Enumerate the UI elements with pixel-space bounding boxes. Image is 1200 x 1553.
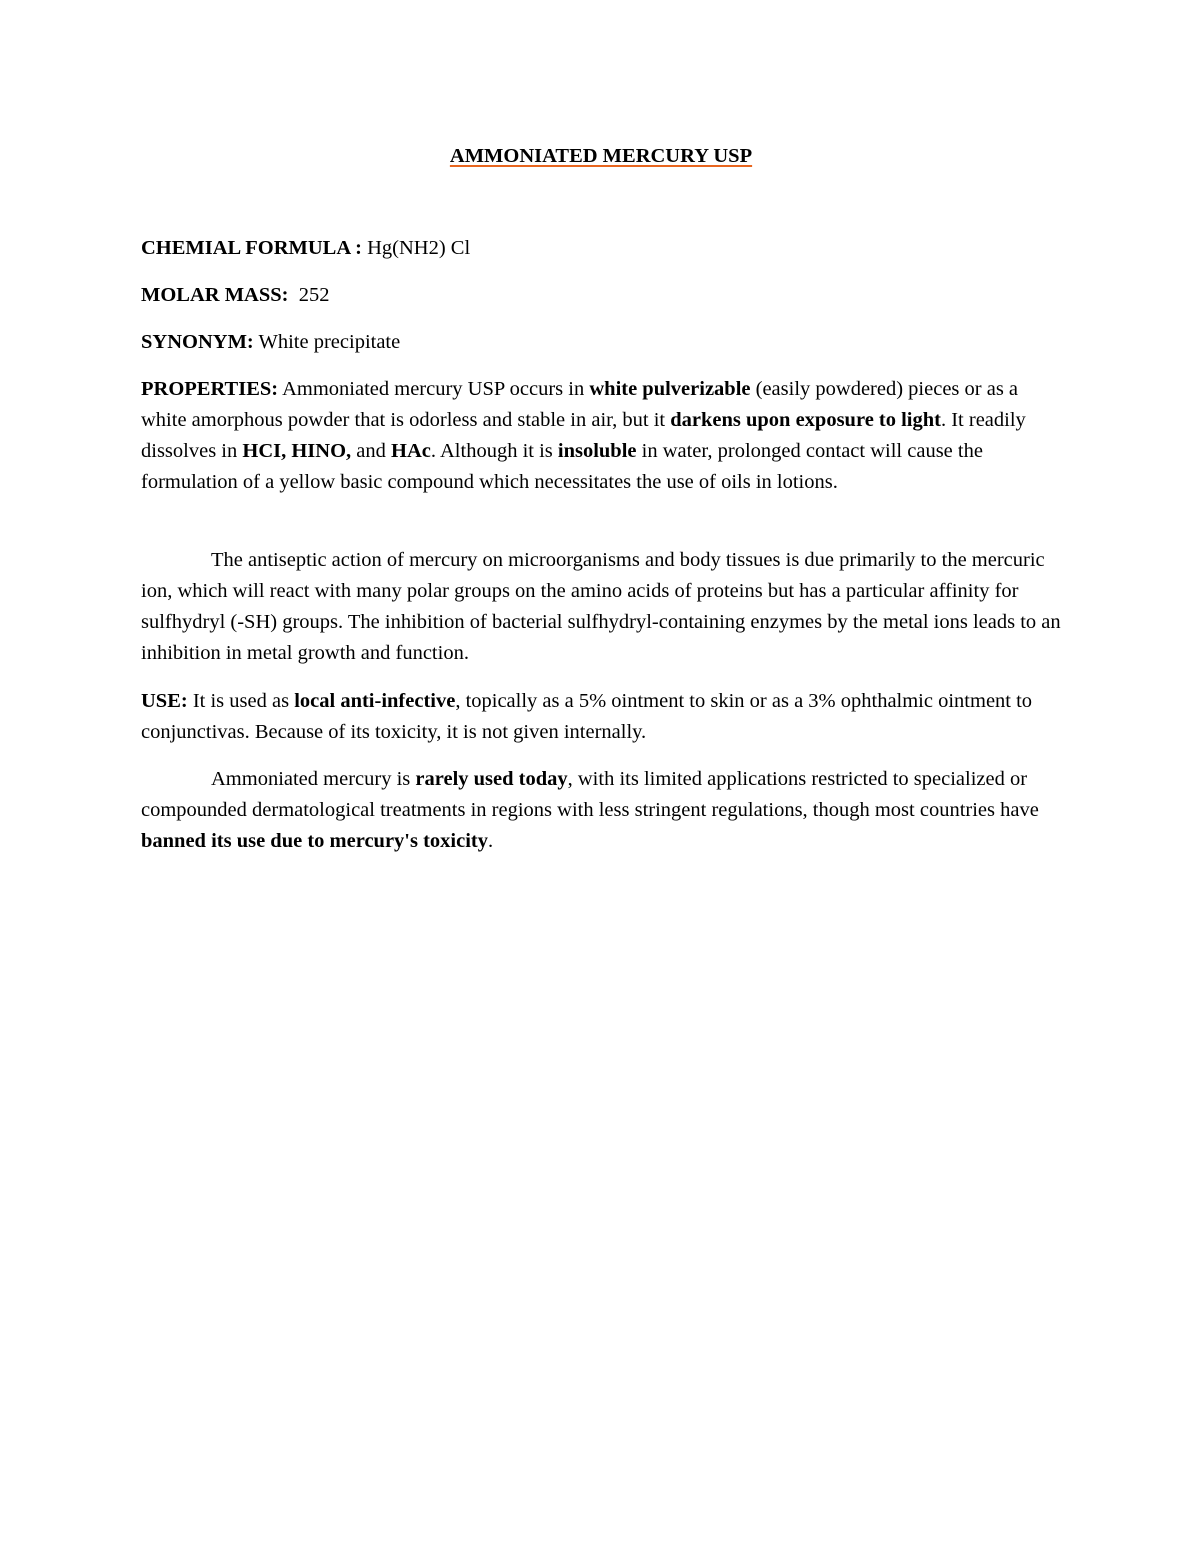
chemical-formula-label: CHEMIAL FORMULA : bbox=[141, 237, 362, 259]
antiseptic-paragraph: The antiseptic action of mercury on microorganisms and body tissues is due primarily to the mercuric ion, which will react with many polar groups on the amino acids of proteins but has a particular affinity for sulfhydryl (-SH) groups. The inhibition of bacterial sulfhydryl-containing enzymes by the metal ions leads to an inhibition in metal growth and function. bbox=[141, 549, 1061, 664]
use-text: It is used as bbox=[187, 690, 295, 712]
properties-text: (easily powdered) pieces or as a white amorphous powder that is odorless and stable in air, but it bbox=[141, 378, 1019, 431]
properties-bold-text: darkens upon exposure to light bbox=[670, 409, 941, 431]
rarely-bold-text: banned its use due to mercury's toxicity bbox=[141, 830, 488, 852]
rarely-text: , with its limited applications restricted to specialized or compounded dermatological treatments in regions with less stringent regulations, though most countries have bbox=[141, 768, 1039, 821]
properties-bold-text: HCI, HINO, bbox=[242, 440, 352, 462]
use-text: , topically as a 5% ointment to skin or as a 3% ophthalmic ointment to conjunctivas. Because of its toxicity, it is not given internally. bbox=[141, 690, 1033, 743]
properties-bold-text: white pulverizable bbox=[589, 378, 751, 400]
properties-text: Ammoniated mercury USP occurs in bbox=[278, 378, 590, 400]
synonym-label: SYNONYM: bbox=[141, 331, 254, 353]
chemical-formula-line bbox=[141, 233, 1061, 264]
properties-paragraph bbox=[141, 374, 1061, 498]
use-paragraph bbox=[141, 686, 1061, 748]
rarely-text: . bbox=[487, 830, 494, 852]
properties-bold-text: HAc bbox=[391, 440, 431, 462]
rarely-text: Ammoniated mercury is bbox=[211, 768, 416, 790]
properties-bold-text: insoluble bbox=[557, 440, 637, 462]
molar-mass-label: MOLAR MASS: bbox=[141, 284, 289, 306]
properties-label: PROPERTIES: bbox=[141, 378, 279, 400]
rarely-used-paragraph bbox=[141, 764, 1061, 857]
properties-text: . Although it is bbox=[430, 440, 558, 462]
properties-text: and bbox=[351, 440, 392, 462]
synonym-line bbox=[141, 327, 1061, 358]
document-title: AMMONIATED MERCURY USP bbox=[449, 145, 753, 167]
rarely-bold-text: rarely used today bbox=[415, 768, 568, 790]
use-bold-text: local anti-infective bbox=[294, 690, 456, 712]
synonym-value: White precipitate bbox=[253, 331, 401, 353]
chemical-formula-value: Hg(NH2) Cl bbox=[361, 237, 471, 259]
properties-text: . It readily dissolves in bbox=[141, 409, 1026, 462]
molar-mass-line bbox=[141, 280, 1061, 311]
properties-text: in water, prolonged contact will cause the formulation of a yellow basic compound which necessitates the use of oils in lotions. bbox=[141, 440, 983, 493]
molar-mass-value: 252 bbox=[288, 284, 330, 306]
use-label: USE: bbox=[141, 690, 188, 712]
